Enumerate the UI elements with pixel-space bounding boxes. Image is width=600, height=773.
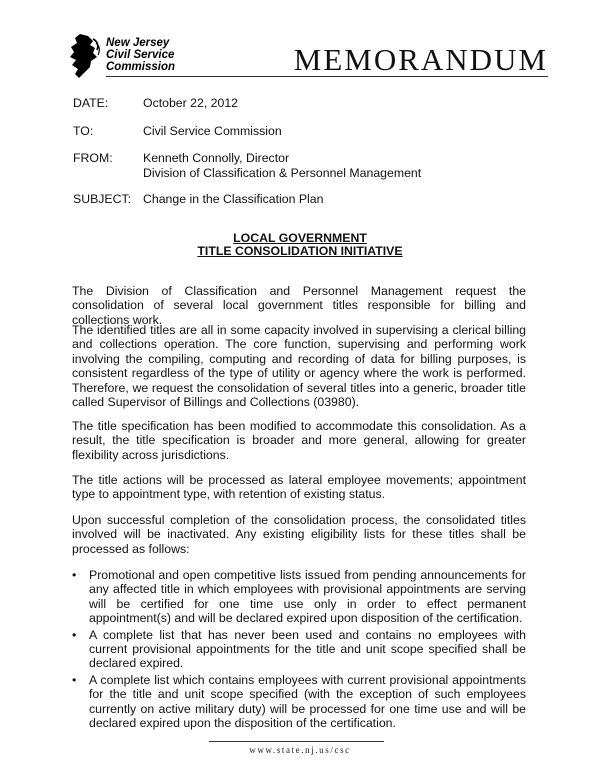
paragraph-5: Upon successful completion of the consolidation process, the consolidated titles involved will be inactivated. Any existing eligibility lists for these titles shall be processed as follows: xyxy=(72,513,526,556)
bullet-icon: • xyxy=(72,672,77,687)
from-value xyxy=(143,151,421,181)
to-value xyxy=(143,124,282,139)
from-label: FROM: xyxy=(73,151,113,165)
list-item xyxy=(72,568,526,626)
paragraph-4: The title actions will be processed as lateral employee movements; appointment type to appointment type, with retention of existing status. xyxy=(72,473,526,502)
footer-url: www.state.nj.us/csc xyxy=(249,745,351,755)
date-label: DATE: xyxy=(73,96,109,110)
footer-divider xyxy=(209,741,384,742)
list-item xyxy=(72,673,526,731)
bullet-icon: • xyxy=(72,568,77,582)
subject-value xyxy=(143,192,323,207)
date-value-line: October 22, 2012 xyxy=(143,96,239,110)
heading-line-2: TITLE CONSOLIDATION INITIATIVE xyxy=(197,244,403,258)
header-divider xyxy=(106,76,548,77)
paragraph-1: The Division of Classification and Personnel Management request the consolidation of several local government titles responsible for billing and collections work. xyxy=(72,284,526,327)
to-label: TO: xyxy=(73,124,94,138)
bullet-text-1: Promotional and open competitive lists issued from pending announcements for any affected title in which employees with provisional appointments are serving will be certified for one time use only in order to effect permanent appointment(s) and will be declared expired upon disposition of the certification. xyxy=(89,568,526,626)
memo-title: MEMORANDUM xyxy=(293,42,548,77)
from-value-line-1: Kenneth Connolly, Director xyxy=(143,151,290,165)
subject-label: SUBJECT: xyxy=(73,192,132,206)
bullet-list xyxy=(72,568,526,732)
date-value xyxy=(143,96,238,111)
logo-text xyxy=(106,37,175,73)
logo-line-3: Commission xyxy=(106,61,176,73)
paragraph-3: The title specification has been modified to accommodate this consolidation. As a result, the title specification is broader and more general, allowing for greater flexibility across jurisdictions. xyxy=(72,419,526,462)
heading-line-1: LOCAL GOVERNMENT xyxy=(233,231,367,245)
logo-line-1: New Jersey xyxy=(106,37,170,49)
bullet-text-2: A complete list that has never been used and contains no employees with current provisional appointments for the title and unit scope specified shall be declared expired. xyxy=(89,627,526,671)
subject-value-line: Change in the Classification Plan xyxy=(143,192,324,206)
new-jersey-state-icon xyxy=(66,33,106,79)
from-value-line-2: Division of Classification & Personnel Management xyxy=(143,166,422,180)
bullet-icon: • xyxy=(72,627,77,642)
to-value-line: Civil Service Commission xyxy=(143,124,282,138)
paragraph-2: The identified titles are all in some capacity involved in supervising a clerical billing and collections operation. The core function, supervising and performing work involving the compiling, computing and recording of data for billing purposes, is consistent regardless of the type of utility or agency where the work is performed. Therefore, we request the consolidation of several titles into a generic, broader title called Supervisor of Billings and Collections (03980). xyxy=(72,323,526,410)
logo-line-2: Civil Service xyxy=(106,49,175,61)
bullet-text-3: A complete list which contains employees with current provisional appointments for the title and unit scope specified (with the exception of such employees currently on active military duty) will be processed for one time use and will be declared expired upon the disposition of the certification. xyxy=(89,672,526,731)
list-item xyxy=(72,628,526,671)
nj-civil-service-logo xyxy=(66,33,256,79)
